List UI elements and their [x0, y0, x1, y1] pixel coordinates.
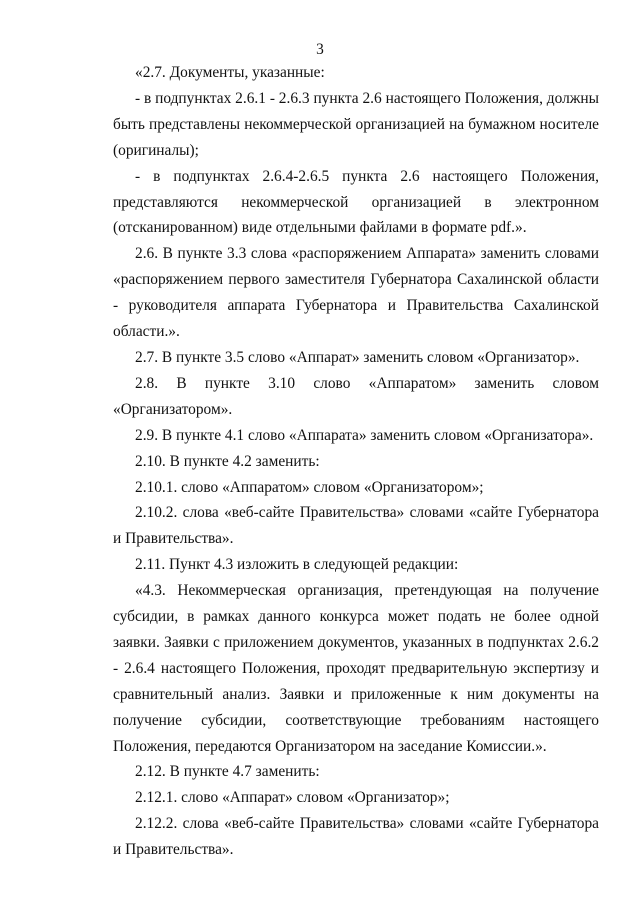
- paragraph-2-8: 2.8. В пункте 3.10 слово «Аппаратом» заменить словом «Организатором».: [113, 374, 599, 418]
- paragraph-2-10-2: 2.10.2. слова «веб-сайте Правительства» словами «сайте Губернатора и Правительства».: [113, 504, 599, 548]
- paragraph-2-10: 2.10. В пункте 4.2 заменить:: [135, 452, 320, 470]
- page-number: 3: [316, 41, 324, 58]
- document-body: [113, 60, 599, 863]
- paragraph-2-11: 2.11. Пункт 4.3 изложить в следующей редакции:: [135, 556, 459, 574]
- paragraph-2-7: 2.7. В пункте 3.5 слово «Аппарат» заменить словом «Организатор».: [135, 348, 580, 366]
- paragraph-2-7-intro: «2.7. Документы, указанные:: [135, 64, 325, 81]
- paragraph-2-12-2: 2.12.2. слова «веб-сайте Правительства» словами «сайте Губернатора и Правительства».: [113, 815, 599, 859]
- paragraph-2-10-1: 2.10.1. слово «Аппаратом» словом «Организатором»;: [135, 478, 484, 496]
- paragraph-2-7-electronic: - в подпунктах 2.6.4-2.6.5 пункта 2.6 настоящего Положения, представляются некоммерческой организацией в электронном (отсканированном) виде отдельными файлами в формате pdf.».: [113, 167, 599, 237]
- paragraph-2-9: 2.9. В пункте 4.1 слово «Аппарата» заменить словом «Организатора».: [135, 426, 594, 444]
- paragraph-2-12-1: 2.12.1. слово «Аппарат» словом «Организатор»;: [135, 789, 450, 807]
- paragraph-2-12: 2.12. В пункте 4.7 заменить:: [135, 763, 320, 781]
- paragraph-4-3-text: «4.3. Некоммерческая организация, претендующая на получение субсидии, в рамках данного конкурса может подать не более одной заявки. Заявки с приложением документов, указанных в подпунктах 2.6.2 - 2.6.4 настоящего Положения, проходят предварительную экспертизу и сравнительный анализ. Заявки и приложенные к ним документы на получение субсидии, соответствующие требованиям настоящего Положения, передаются Организатором на заседание Комиссии.».: [113, 582, 599, 755]
- paragraph-2-7-paper: - в подпунктах 2.6.1 - 2.6.3 пункта 2.6 настоящего Положения, должны быть представлены некоммерческой организацией на бумажном носителе (оригиналы);: [113, 89, 599, 159]
- paragraph-2-6: 2.6. В пункте 3.3 слова «распоряжением Аппарата» заменить словами «распоряжением первого заместителя Губернатора Сахалинской области - руководителя аппарата Губернатора и Правительства Сахалинской области.».: [113, 245, 599, 341]
